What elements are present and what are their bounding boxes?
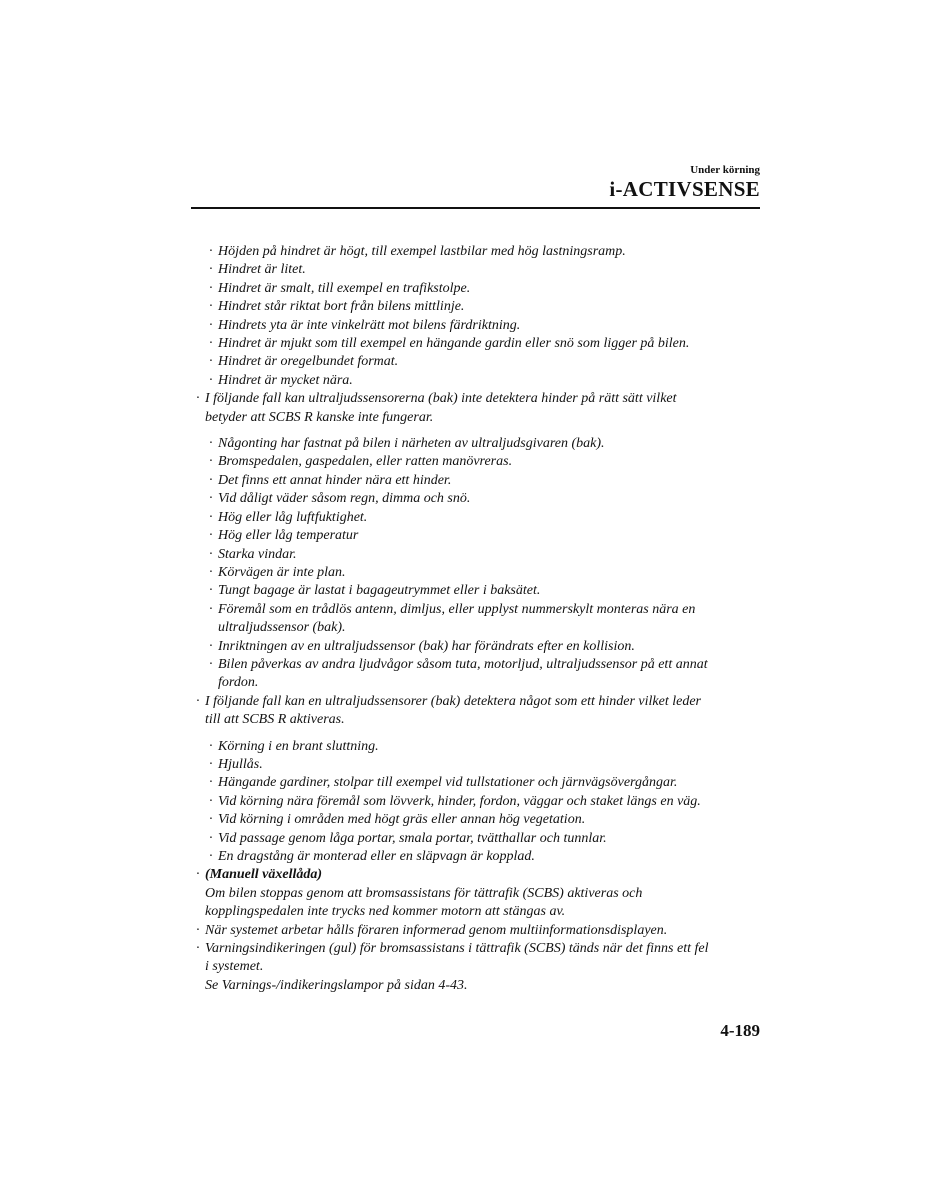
condition-list: [196, 435, 766, 693]
bullet: ·: [209, 564, 213, 580]
bullet: ·: [196, 693, 200, 709]
list-item: · Vid passage genom låga portar, smala portar, tvätthallar och tunnlar.: [196, 830, 766, 848]
bullet: ·: [209, 583, 213, 599]
bullet: ·: [209, 354, 213, 370]
list-item: · Bromspedalen, gaspedalen, eller ratten manövreras.: [196, 453, 766, 471]
bullet: ·: [196, 941, 200, 957]
bullet: ·: [209, 830, 213, 846]
cross-reference: Se Varnings-/indikeringslampor på sidan 4-43.: [205, 977, 468, 993]
manual-transmission-heading: (Manuell växellåda): [205, 867, 323, 883]
bullet: ·: [209, 491, 213, 507]
list-item: · Hängande gardiner, stolpar till exempel vid tullstationer och järnvägsövergångar.: [196, 774, 766, 792]
list-item: · Hindret är smalt, till exempel en trafikstolpe.: [196, 280, 766, 298]
list-item: · Hjullås.: [196, 756, 766, 774]
bullet: ·: [209, 244, 213, 259]
list-item: · Någonting har fastnat på bilen i närheten av ultraljudsgivaren (bak).: [196, 435, 766, 453]
false-detection-list: [196, 738, 766, 867]
page-title: i-ACTIVSENSE: [609, 177, 760, 201]
page-number: 4-189: [720, 1021, 760, 1040]
bullet: ·: [209, 656, 213, 672]
page-content: [196, 243, 766, 995]
bullet: ·: [209, 299, 213, 315]
list-item: · Starka vindar.: [196, 546, 766, 564]
list-item: · Hindret är mycket nära.: [196, 372, 766, 390]
bullet: ·: [209, 472, 213, 488]
main-item-sensor-failure: · I följande fall kan ultraljudssensorerna (bak) inte detektera hinder på rätt sätt vilket betyder att SCBS R kanske inte fungerar.: [196, 391, 677, 425]
bullet: ·: [196, 922, 200, 938]
bullet: ·: [209, 317, 213, 333]
bullet: ·: [209, 336, 213, 352]
main-item-warning-indicator: · Varningsindikeringen (gul) för bromsassistans i tättrafik (SCBS) tänds när det finns ett fel i systemet. Se Varnings-/indikeringslampor på sidan 4-43.: [196, 940, 766, 995]
list-item: · Hög eller låg luftfuktighet.: [196, 509, 766, 527]
bullet: ·: [196, 391, 200, 407]
list-item: · En dragstång är monterad eller en släpvagn är kopplad.: [196, 848, 766, 866]
bullet: ·: [196, 867, 200, 883]
header-rule: [191, 207, 760, 209]
bullet: ·: [209, 793, 213, 809]
bullet: ·: [209, 262, 213, 278]
list-item: · Inriktningen av en ultraljudssensor (bak) har förändrats efter en kollision.: [196, 638, 766, 656]
list-item: · Vid körning i områden med högt gräs eller annan hög vegetation.: [196, 811, 766, 829]
obstacle-list: [196, 243, 766, 390]
bullet: ·: [209, 601, 213, 617]
list-item: · Körvägen är inte plan.: [196, 564, 766, 582]
list-item: · Höjden på hindret är högt, till exempel lastbilar med hög lastningsramp.: [196, 243, 766, 261]
bullet: ·: [209, 849, 213, 864]
list-item: · Hindret är litet.: [196, 261, 766, 279]
header-section: Under körning: [690, 164, 760, 176]
bullet: ·: [209, 756, 213, 772]
list-item: · Hög eller låg temperatur: [196, 527, 766, 545]
list-item: · Hindret är oregelbundet format.: [196, 353, 766, 371]
bullet: ·: [209, 436, 213, 452]
bullet: ·: [209, 812, 213, 828]
main-item-manual-transmission: · (Manuell växellåda) Om bilen stoppas genom att bromsassistans för tättrafik (SCBS) aktiveras och kopplingspedalen inte trycks ned kommer motorn att stängas av.: [196, 866, 766, 921]
list-item: · Bilen påverkas av andra ljudvågor såsom tuta, motorljud, ultraljudssensor på ett annat fordon.: [209, 656, 708, 691]
list-item: · Det finns ett annat hinder nära ett hinder.: [196, 472, 766, 490]
list-item: · Föremål som en trådlös antenn, dimljus, eller upplyst nummerskylt monteras nära en ultraljudssensor (bak).: [209, 601, 696, 636]
list-item: · Vid dåligt väder såsom regn, dimma och snö.: [196, 490, 766, 508]
bullet: ·: [209, 775, 213, 791]
bullet: ·: [209, 280, 213, 296]
bullet: ·: [209, 454, 213, 470]
bullet: ·: [209, 372, 213, 388]
list-item: · Körning i en brant sluttning.: [196, 738, 766, 756]
list-item: · Hindret är mjukt som till exempel en hängande gardin eller snö som ligger på bilen.: [196, 335, 766, 353]
list-item: · Tungt bagage är lastat i bagageutrymmet eller i baksätet.: [196, 582, 766, 600]
bullet: ·: [209, 528, 213, 544]
list-item: · Hindrets yta är inte vinkelrätt mot bilens färdriktning.: [196, 317, 766, 335]
bullet: ·: [209, 638, 213, 654]
list-item: · Vid körning nära föremål som lövverk, hinder, fordon, väggar och staket längs en väg.: [196, 793, 766, 811]
main-item-false-detection: · I följande fall kan en ultraljudssensorer (bak) detektera något som ett hinder vilket leder till att SCBS R aktiveras.: [196, 693, 701, 728]
bullet: ·: [209, 546, 213, 562]
bullet: ·: [209, 738, 213, 754]
bullet: ·: [209, 509, 213, 525]
list-item: · Hindret står riktat bort från bilens mittlinje.: [196, 298, 766, 316]
main-item-multi-info-display: · När systemet arbetar hålls föraren informerad genom multiinformationsdisplayen.: [196, 922, 766, 940]
